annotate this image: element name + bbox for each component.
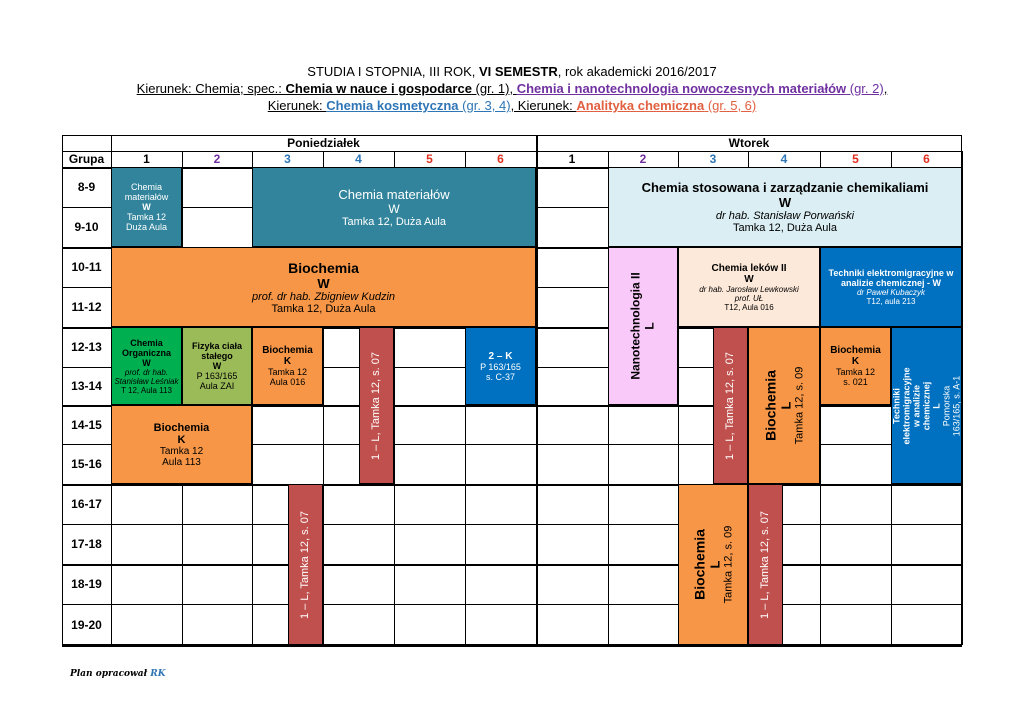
day-header-tuesday: Wtorek (728, 136, 770, 150)
title-line-3: Kierunek: Chemia kosmetyczna (gr. 3, 4), Kierunek: Analityka chemiczna (gr. 5, 6) (267, 98, 757, 113)
block-room-2: Duża Aula (125, 222, 168, 232)
hour-18-19: 18-19 (71, 577, 102, 591)
group-header: Grupa (68, 152, 105, 166)
block-type: W (317, 275, 330, 291)
tuesday-biochemia-l-3-label: Biochemia L Tamka 12, s. 09 (691, 525, 735, 604)
block-lecturer: dr hab. Jarosław Lewkowski (699, 284, 799, 294)
group-1: 1 (143, 152, 150, 166)
block-title: Techniki elektromigracyjne w analizie chemicznej - W (828, 268, 954, 288)
block-room: Tamka 12 (267, 367, 308, 377)
hour-14-15: 14-15 (71, 417, 102, 432)
hour-11-12: 11-12 (71, 300, 102, 314)
group-3: 3 (709, 152, 717, 166)
hour-8-9: 8-9 (77, 180, 96, 194)
tuesday-biochemia-l-4-label: Biochemia L Tamka 12, s. 09 (762, 366, 806, 445)
hour-15-16: 15-16 (71, 457, 102, 471)
tuesday-nanotechnologia-label: Nanotechnologia II L (629, 272, 657, 380)
block-title: Chemia stosowana i zarządzanie chemikaliami (641, 180, 929, 195)
block-room-2: s. 021 (843, 377, 868, 387)
monday-1-l-lab-a-label: 1 – L, Tamka 12, s. 07 (370, 351, 383, 460)
block-room: Tamka 12, Duża Aula (271, 302, 376, 315)
group-2: 2 (213, 152, 221, 166)
block-lecturer: prof. dr hab. Stanisław Leśniak (114, 367, 179, 386)
block-title: Biochemia (288, 259, 359, 276)
hour-12-13: 12-13 (71, 340, 102, 354)
block-room: Tamka 12, Duża Aula (733, 222, 837, 234)
group-4: 4 (355, 152, 362, 166)
block-room-2: Aula 113 (162, 456, 201, 468)
group-6: 6 (497, 152, 504, 166)
hour-9-10: 9-10 (74, 220, 99, 234)
group-3: 3 (284, 152, 291, 166)
block-title: Chemia materiałów (124, 182, 169, 202)
tuesday-1-l-lab-a-label: 1 – L, Tamka 12, s. 07 (724, 351, 737, 460)
grid-line (962, 151, 963, 645)
block-room: Tamka 12 (126, 212, 167, 222)
table-border (62, 135, 962, 645)
block-lecturer: dr Paweł Kubaczyk (856, 288, 926, 297)
group-6: 6 (923, 152, 930, 166)
block-room-2: Aula ZAI (199, 381, 235, 391)
block-title: Chemia materiałów (338, 186, 450, 202)
block-room: P 163/165 (196, 371, 238, 381)
block-lecturer: prof. dr hab. Zbigniew Kudzin (251, 290, 396, 303)
grid-line (62, 645, 962, 647)
day-header-monday: Poniedziałek (287, 136, 360, 150)
group-5: 5 (426, 152, 433, 166)
block-type: W (388, 201, 400, 216)
group-5: 5 (852, 152, 859, 166)
block-type: K (283, 356, 292, 367)
hour-10-11: 10-11 (71, 260, 102, 274)
block-title: Biochemia (830, 345, 881, 356)
hour-19-20: 19-20 (71, 617, 102, 632)
block-type: K (851, 356, 860, 367)
hour-13-14: 13-14 (71, 379, 102, 393)
block-lecturer: dr hab. Stanisław Porwański (715, 210, 855, 222)
hour-16-17: 16-17 (71, 497, 102, 511)
block-room: T12, Aula 016 (724, 302, 774, 312)
block-title: 2 – K (488, 350, 513, 362)
block-title: Biochemia (262, 345, 313, 356)
block-type: W (744, 273, 754, 285)
group-1: 1 (568, 152, 576, 166)
group-4: 4 (780, 152, 788, 166)
tuesday-techniki-l-label: Techniki elektromigracyjne w analizie chemicznej L Pomorska 163/165, s. A-1 (891, 366, 962, 445)
footer-note: Plan opracował RK (70, 669, 166, 679)
block-title: Chemia leków II (711, 262, 787, 274)
block-room: Tamka 12, Duża Aula (342, 215, 446, 228)
title-line-1: STUDIA I STOPNIA, III ROK, VI SEMESTR, rok akademicki 2016/2017 (307, 64, 717, 79)
block-type: W (778, 195, 792, 210)
block-type: W (212, 361, 222, 371)
tuesday-1-l-lab-b-label: 1 – L, Tamka 12, s. 07 (759, 510, 772, 619)
monday-1-l-lab-b-label: 1 – L, Tamka 12, s. 07 (299, 510, 312, 619)
block-type: W (142, 202, 151, 212)
block-room: Tamka 12 (159, 445, 204, 457)
block-title: Biochemia (153, 421, 210, 434)
block-title: Chemia Organiczna (121, 337, 171, 358)
block-type: K (177, 433, 186, 446)
block-room-2: s. C-37 (485, 371, 515, 382)
block-lecturer-2: prof. UŁ (734, 293, 764, 303)
block-room: P 163/165 (480, 361, 521, 372)
block-room: T 12, Aula 113 (121, 385, 172, 395)
block-room-2: Aula 016 (269, 377, 306, 387)
block-title: Fizyka ciała stałego (191, 341, 243, 361)
block-room: T12, aula 213 (866, 297, 916, 306)
hour-17-18: 17-18 (71, 537, 102, 551)
title-line-2: Kierunek: Chemia; spec.: Chemia w nauce i gospodarce (gr. 1), Chemia i nanotechnologia nowoczesnych materiałów (gr. 2), (136, 81, 888, 96)
block-room: Tamka 12 (835, 367, 876, 377)
group-2: 2 (639, 152, 647, 166)
block-type: W (142, 357, 151, 368)
